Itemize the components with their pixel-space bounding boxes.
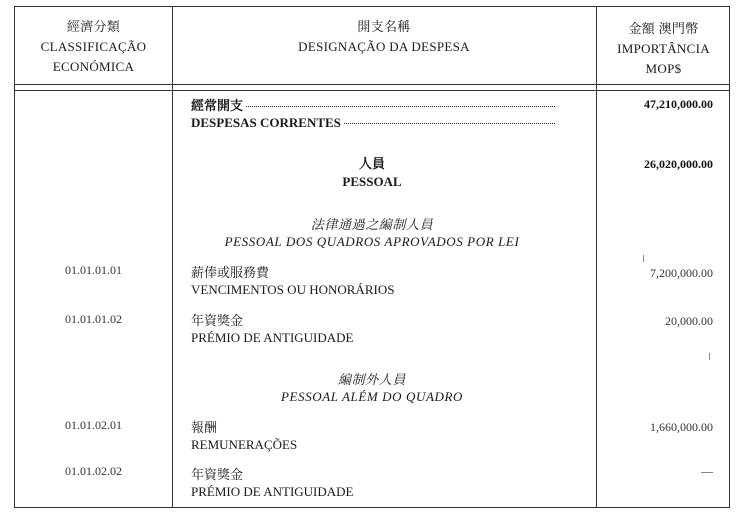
header-divider — [15, 90, 729, 91]
designation-header-pt: DESIGNAÇÃO DA DESPESA — [298, 39, 470, 54]
row-amount: 7,200,000.00 — [650, 266, 713, 280]
amount-header-currency: MOP$ — [645, 61, 682, 76]
row-description-zh: 年資獎金 — [191, 467, 244, 482]
current-expenses-amount: 47,210,000.00 — [644, 97, 713, 111]
column-divider — [172, 7, 173, 507]
row-description-zh: 薪俸或服務費 — [191, 265, 270, 280]
row-description-pt: PRÉMIO DE ANTIGUIDADE — [191, 484, 354, 499]
row-amount: — — [701, 464, 713, 478]
row-amount: 20,000.00 — [665, 314, 713, 328]
row-code: 01.01.01.02 — [65, 312, 122, 326]
row-code: 01.01.02.01 — [65, 418, 122, 432]
dot-leader — [344, 123, 555, 124]
row-description-zh: 年資獎金 — [191, 313, 244, 328]
classification-header-pt: CLASSIFICAÇÃO — [40, 39, 147, 54]
row-description-pt: VENCIMENTOS OU HONORÁRIOS — [191, 282, 395, 297]
amount-header-zh: 金額 澳門幣 — [628, 21, 699, 36]
outside-staff-heading-pt: PESSOAL ALÉM DO QUADRO — [280, 389, 464, 404]
current-expenses-zh-label: 經常開支 — [191, 98, 244, 113]
row-description-pt: PRÉMIO DE ANTIGUIDADE — [191, 330, 354, 345]
personnel-heading-zh: 人員 — [358, 156, 385, 171]
scan-mark — [709, 353, 710, 360]
approved-staff-heading-zh: 法律通過之編制人員 — [310, 217, 434, 232]
current-expenses-pt-label: DESPESAS CORRENTES — [191, 115, 341, 130]
current-expenses-zh — [191, 95, 555, 114]
column-divider — [596, 7, 597, 507]
outside-staff-heading-zh: 編制外人員 — [337, 372, 406, 387]
personnel-heading-pt: PESSOAL — [342, 174, 402, 189]
scan-mark — [643, 255, 644, 262]
classification-header-zh: 經濟分類 — [66, 19, 121, 34]
current-expenses-pt — [191, 115, 555, 131]
row-description-pt: REMUNERAÇÕES — [191, 437, 298, 452]
personnel-amount: 26,020,000.00 — [644, 157, 713, 171]
row-description-zh: 報酬 — [191, 420, 218, 435]
row-code: 01.01.01.01 — [65, 263, 122, 277]
approved-staff-heading-pt: PESSOAL DOS QUADROS APROVADOS POR LEI — [224, 234, 520, 249]
row-amount: 1,660,000.00 — [650, 420, 713, 434]
budget-table — [14, 6, 730, 508]
header-divider — [15, 84, 729, 85]
row-code: 01.01.02.02 — [65, 464, 122, 478]
amount-header-pt: IMPORTÂNCIA — [617, 41, 710, 56]
classification-header-pt-2: ECONÓMICA — [52, 59, 135, 74]
dot-leader — [246, 106, 555, 107]
designation-header-zh: 開支名稱 — [357, 19, 411, 34]
